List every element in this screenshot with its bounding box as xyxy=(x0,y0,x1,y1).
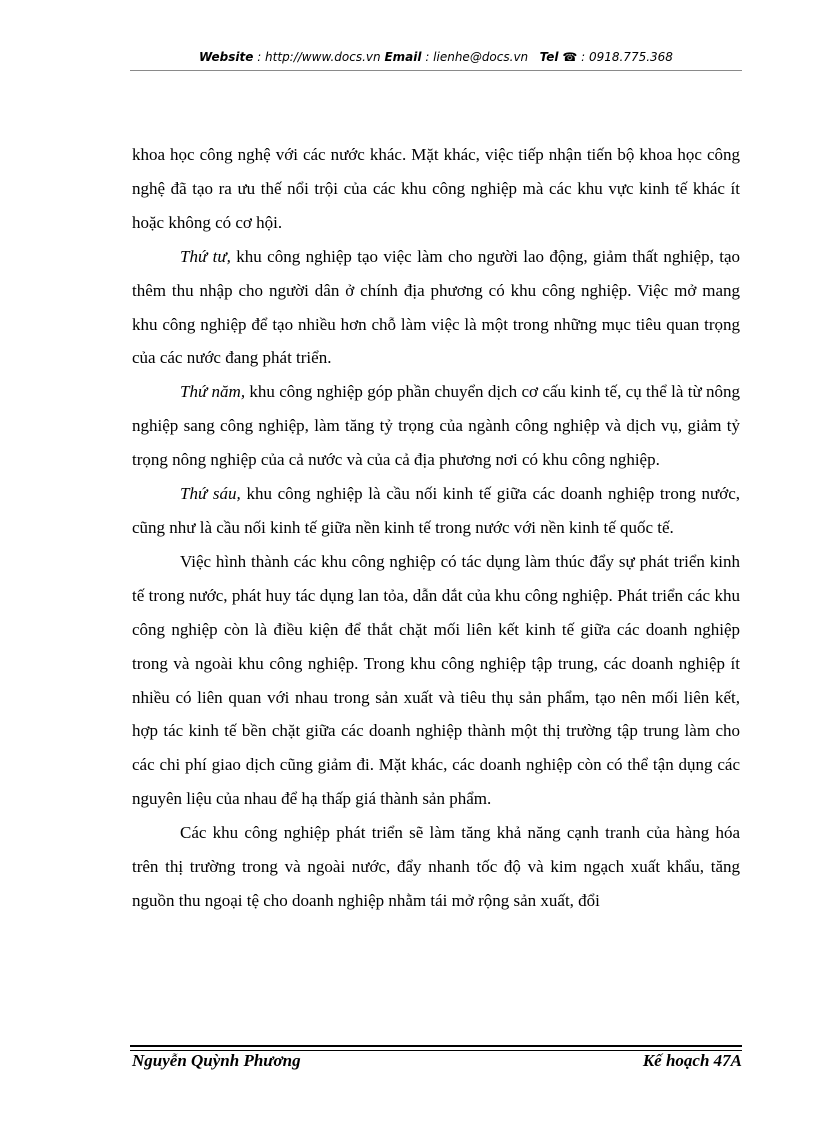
website-url[interactable]: http://www.docs.vn xyxy=(265,50,381,64)
tel-value: 0918.775.368 xyxy=(588,50,673,64)
footer-class: Kế hoạch 47A xyxy=(642,1051,742,1070)
page-footer xyxy=(132,1051,742,1071)
footer-author: Nguyễn Quỳnh Phương xyxy=(132,1051,301,1070)
paragraph-6: Các khu công nghiệp phát triển sẽ làm tăng khả năng cạnh tranh của hàng hóa trên thị trường trong và ngoài nước, đẩy nhanh tốc độ và kim ngạch xuất khẩu, tăng nguồn thu ngoại tệ cho doanh nghiệp nhằm tái mở rộng sản xuất, đổi xyxy=(132,823,740,910)
paragraph-2-text: khu công nghiệp tạo việc làm cho người lao động, giảm thất nghiệp, tạo thêm thu nhập cho người dân ở chính địa phương có khu công nghiệp. Việc mở mang khu công nghiệp để tạo nhiều hơn chỗ làm việc là một trong những mục tiêu quan trọng của các nước đang phát triển. xyxy=(132,246,740,368)
header-divider xyxy=(130,70,742,71)
paragraph-3 xyxy=(132,375,740,477)
paragraph-4 xyxy=(132,477,740,545)
phone-icon: ☎ xyxy=(562,50,578,64)
paragraph-1: khoa học công nghệ với các nước khác. Mặt khác, việc tiếp nhận tiến bộ khoa học công nghệ đã tạo ra ưu thế nổi trội của các khu công nghiệp mà các khu vực kinh tế khác ít hoặc không có cơ hội. xyxy=(132,145,740,232)
email-value[interactable]: lienhe@docs.vn xyxy=(433,50,529,64)
email-separator: : xyxy=(421,50,434,64)
paragraph-4-lead: Thứ sáu, xyxy=(180,484,241,504)
tel-label: Tel xyxy=(539,50,559,64)
paragraph-3-text: khu công nghiệp góp phần chuyển dịch cơ cấu kinh tế, cụ thể là từ nông nghiệp sang công nghiệp, làm tăng tỷ trọng của ngành công nghiệp và dịch vụ, giảm tỷ trọng nông nghiệp của cả nước và của cả địa phương nơi có khu công nghiệp. xyxy=(132,382,740,470)
page-header xyxy=(130,50,742,64)
paragraph-2 xyxy=(132,240,740,376)
paragraph-3-lead: Thứ năm, xyxy=(180,382,246,402)
paragraph-5: Việc hình thành các khu công nghiệp có tác dụng làm thúc đẩy sự phát triển kinh tế trong nước, phát huy tác dụng lan tỏa, dẫn dắt của khu công nghiệp. Phát triển các khu công nghiệp còn là điều kiện để thắt chặt mối liên kết kinh tế giữa các doanh nghiệp trong và ngoài khu công nghiệp. Trong khu công nghiệp tập trung, các doanh nghiệp ít nhiều có liên quan với nhau trong sản xuất và tiêu thụ sản phẩm, tạo nên mối liên kết, hợp tác kinh tế bền chặt giữa các doanh nghiệp thành một thị trường tập trung làm cho các chi phí giao dịch cũng giảm đi. Mặt khác, các doanh nghiệp còn có thể tận dụng các nguyên liệu của nhau để hạ thấp giá thành sản phẩm. xyxy=(132,551,740,809)
document-body xyxy=(132,138,740,918)
paragraph-4-text: khu công nghiệp là cầu nối kinh tế giữa các doanh nghiệp trong nước, cũng như là cầu nối kinh tế giữa nền kinh tế trong nước với nền kinh tế quốc tế. xyxy=(132,484,740,537)
website-separator: : xyxy=(253,50,266,64)
website-label: Website xyxy=(199,50,254,64)
footer-divider-thick xyxy=(130,1045,742,1047)
tel-separator: : xyxy=(577,50,589,64)
paragraph-2-lead: Thứ tư, xyxy=(180,246,231,266)
email-label: Email xyxy=(384,50,422,64)
